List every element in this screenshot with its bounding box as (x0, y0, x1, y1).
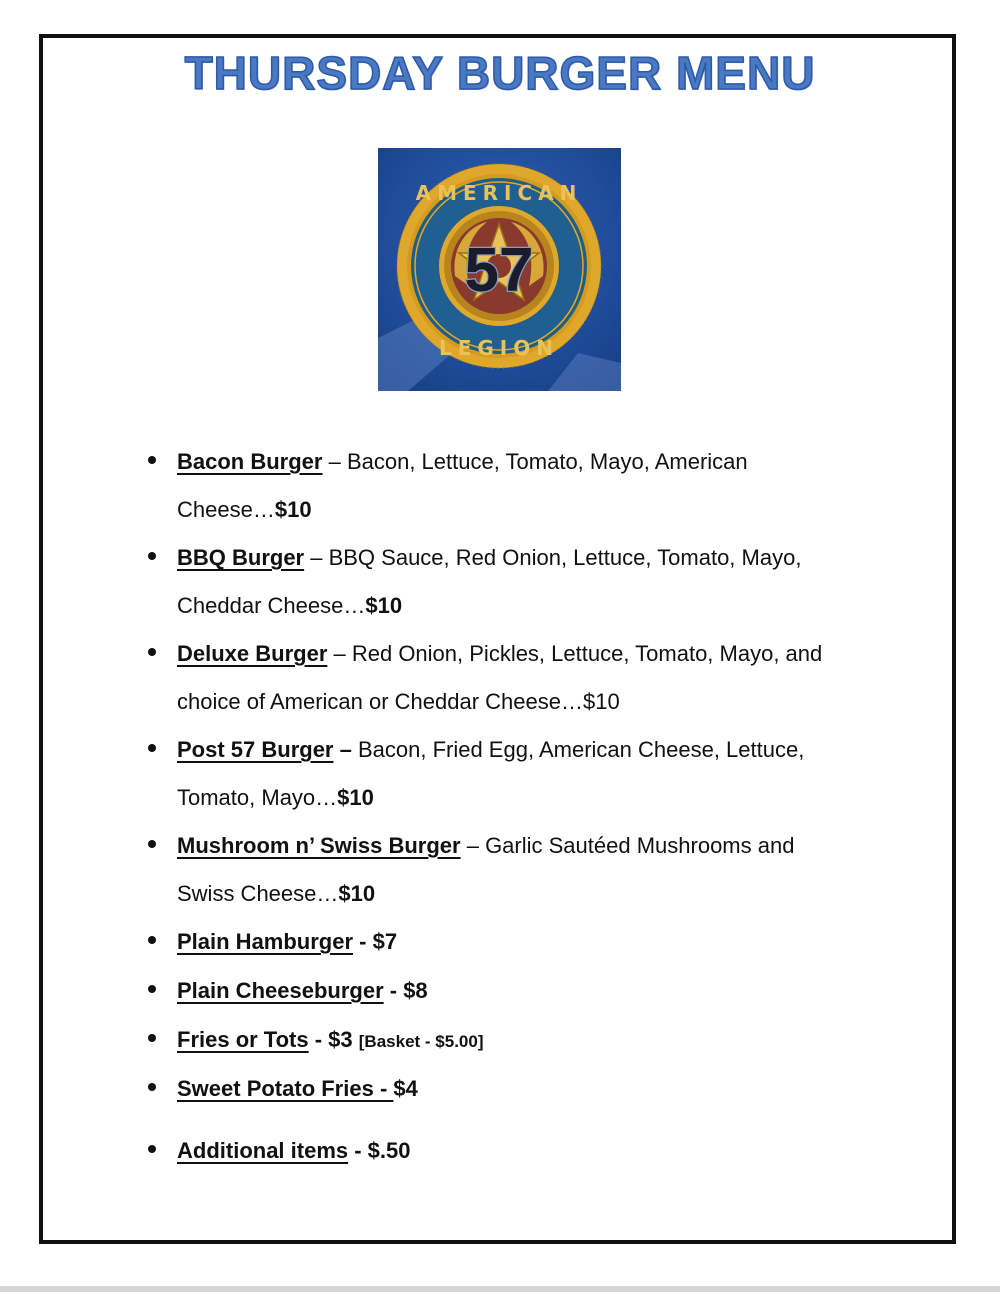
page-title: THURSDAY BURGER MENU (184, 47, 816, 99)
item-dash: – (333, 737, 352, 762)
item-description: Bacon, Fried Egg, American Cheese, Lettuce, (351, 737, 805, 762)
item-price: $10 (337, 785, 374, 810)
item-price: - $7 (353, 929, 398, 954)
item-price: - $.50 (348, 1138, 411, 1163)
item-name: Fries or Tots (177, 1027, 309, 1052)
menu-item (148, 1067, 868, 1116)
bullet-icon (148, 648, 156, 656)
item-name: BBQ Burger (177, 545, 305, 570)
item-description-cont: choice of American or Cheddar Cheese…$10 (177, 689, 620, 714)
menu-item (148, 728, 868, 824)
bullet-icon (148, 552, 156, 560)
american-legion-logo (378, 148, 621, 391)
item-price: $4 (393, 1076, 418, 1101)
item-price: - $8 (383, 978, 428, 1003)
item-description-cont: Tomato, Mayo… (177, 785, 338, 810)
item-description-cont: Swiss Cheese… (177, 881, 339, 906)
bullet-icon (148, 840, 156, 848)
item-name: Plain Cheeseburger (177, 978, 384, 1003)
item-price: - $3 (308, 1027, 359, 1052)
menu-item (148, 969, 868, 1018)
menu-item (148, 1018, 868, 1067)
item-name: Deluxe Burger (177, 641, 328, 666)
item-price: $10 (274, 497, 312, 522)
menu-item (148, 824, 868, 920)
spacer (148, 1116, 868, 1129)
svg-text:LEGION: LEGION (438, 336, 560, 360)
item-price: $10 (338, 881, 376, 906)
bullet-icon (148, 456, 156, 464)
menu-item (148, 1129, 868, 1178)
bullet-icon (148, 985, 156, 993)
item-note: [Basket - $5.00] (358, 1032, 484, 1051)
american-legion-emblem-icon (378, 148, 621, 391)
bullet-icon (148, 1034, 156, 1042)
menu-item (148, 536, 868, 632)
svg-text:57: 57 (464, 236, 534, 305)
menu-item (148, 920, 868, 969)
item-name: Post 57 Burger (177, 737, 334, 762)
item-description: – Red Onion, Pickles, Lettuce, Tomato, Mayo, and (327, 641, 823, 666)
bullet-icon (148, 1145, 156, 1153)
item-description: – Garlic Sautéed Mushrooms and (460, 833, 795, 858)
item-description: – Bacon, Lettuce, Tomato, Mayo, American (322, 449, 748, 474)
item-name: Sweet Potato Fries - (177, 1076, 394, 1101)
item-description: – BBQ Sauce, Red Onion, Lettuce, Tomato, Mayo, (304, 545, 802, 570)
item-price: $10 (365, 593, 403, 618)
item-description-cont: Cheddar Cheese… (177, 593, 366, 618)
item-name: Plain Hamburger (177, 929, 354, 954)
page-bottom-edge (0, 1286, 1000, 1292)
bullet-icon (148, 1083, 156, 1091)
bullet-icon (148, 936, 156, 944)
svg-text:AMERICAN: AMERICAN (415, 181, 583, 205)
item-description-cont: Cheese… (177, 497, 275, 522)
item-name: Mushroom n’ Swiss Burger (177, 833, 461, 858)
item-name: Additional items (177, 1138, 349, 1163)
bullet-icon (148, 744, 156, 752)
burger-menu-list (148, 440, 868, 1178)
item-name: Bacon Burger (177, 449, 323, 474)
menu-item (148, 440, 868, 536)
menu-item (148, 632, 868, 728)
